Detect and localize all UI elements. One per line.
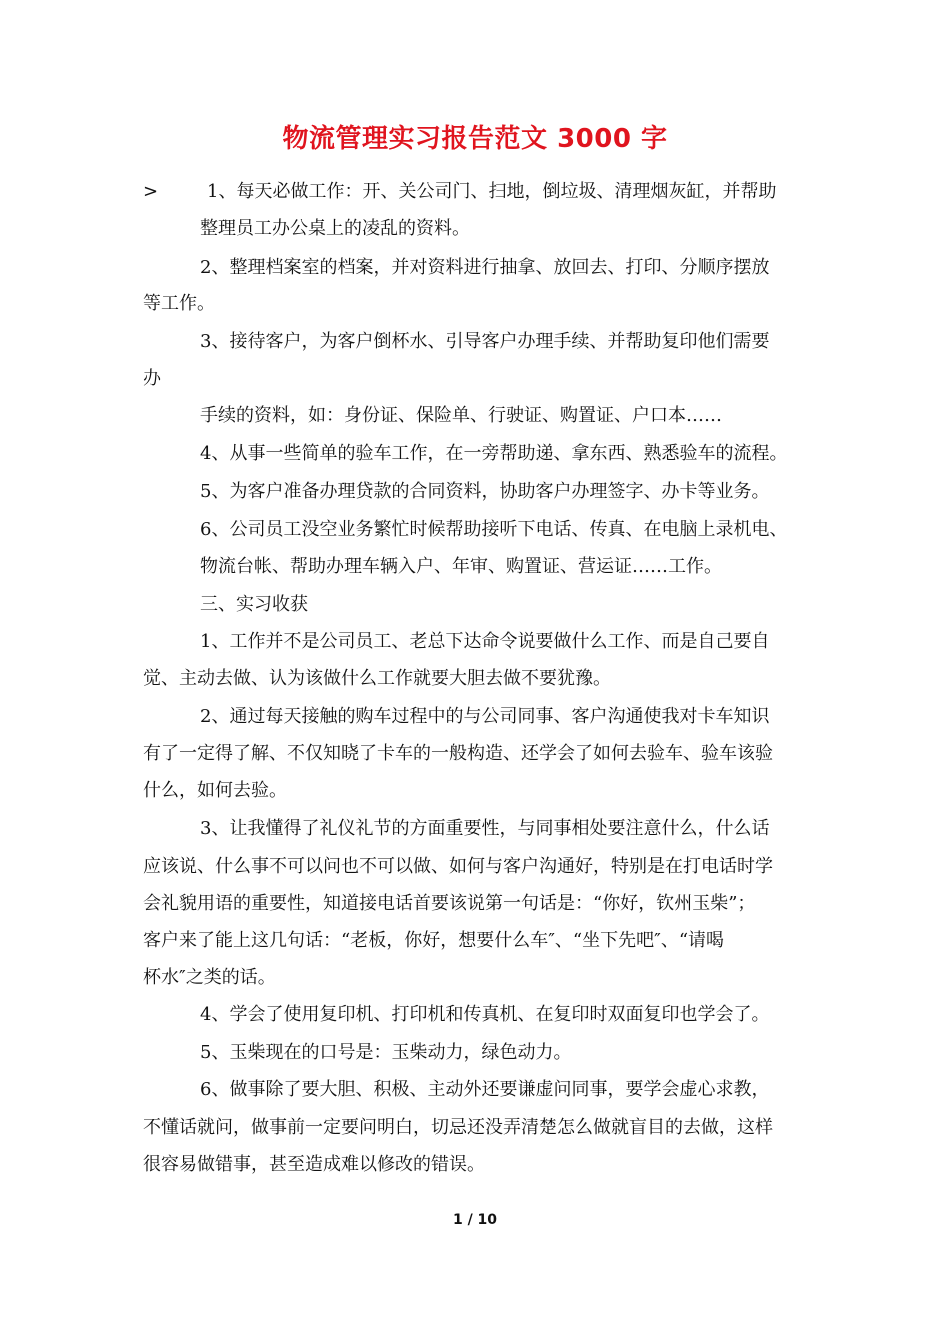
body-line: 等工作。 — [143, 293, 215, 314]
body-line: 物流台帐、帮助办理车辆入户、年审、购置证、营运证……工作。 — [200, 556, 722, 577]
body-line: 应该说、什么事不可以问也不可以做、如何与客户沟通好，特别是在打电话时学 — [143, 856, 773, 877]
body-line: 觉、主动去做、认为该做什么工作就要大胆去做不要犹豫。 — [143, 668, 611, 689]
page-indicator: 1 / 10 — [452, 1212, 498, 1228]
body-line: 什么，如何去验。 — [143, 780, 287, 801]
body-line: 3、接待客户，为客户倒杯水、引导客户办理手续、并帮助复印他们需要 — [200, 331, 770, 352]
body-line: 5、为客户准备办理贷款的合同资料，协助客户办理签字、办卡等业务。 — [200, 481, 770, 502]
body-line: 2、整理档案室的档案，并对资料进行抽拿、放回去、打印、分顺序摆放 — [200, 257, 770, 278]
body-line: 1、工作并不是公司员工、老总下达命令说要做什么工作、而是自己要自 — [200, 631, 770, 652]
body-line: 6、做事除了要大胆、积极、主动外还要谦虚问同事，要学会虚心求教， — [200, 1079, 770, 1100]
body-line: 4、学会了使用复印机、打印机和传真机、在复印时双面复印也学会了。 — [200, 1004, 770, 1025]
body-line: 整理员工办公桌上的凌乱的资料。 — [200, 218, 470, 239]
body-line: 客户来了能上这几句话：“老板，你好，想要什么车″、“坐下先吧″、“请喝 — [143, 930, 725, 951]
body-line: 三、实习收获 — [200, 594, 308, 615]
body-line: 5、玉柴现在的口号是：玉柴动力，绿色动力。 — [200, 1042, 572, 1063]
bullet-marker: > — [143, 181, 159, 202]
body-line: 6、公司员工没空业务繁忙时候帮助接听下电话、传真、在电脑上录机电、 — [200, 519, 788, 540]
body-line: 4、从事一些简单的验车工作，在一旁帮助递、拿东西、熟悉验车的流程。 — [200, 443, 788, 464]
body-line: 办 — [143, 368, 161, 389]
body-line: 会礼貌用语的重要性，知道接电话首要该说第一句话是：“你好，钦州玉柴”； — [143, 893, 756, 914]
body-line: 2、通过每天接触的购车过程中的与公司同事、客户沟通使我对卡车知识 — [200, 706, 770, 727]
body-line: 有了一定得了解、不仅知晓了卡车的一般构造、还学会了如何去验车、验车该验 — [143, 743, 773, 764]
body-line: 不懂话就问，做事前一定要问明白，切忌还没弄清楚怎么做就盲目的去做，这样 — [143, 1117, 773, 1138]
body-line: 手续的资料，如：身份证、保险单、行驶证、购置证、户口本…… — [200, 405, 722, 426]
document-title: 物流管理实习报告范文 3000 字 — [282, 124, 668, 154]
body-line: 3、让我懂得了礼仪礼节的方面重要性，与同事相处要注意什么，什么话 — [200, 818, 770, 839]
body-line: 1、每天必做工作：开、关公司门、扫地，倒垃圾、清理烟灰缸，并帮助 — [207, 181, 777, 202]
body-line: 很容易做错事，甚至造成难以修改的错误。 — [143, 1154, 485, 1175]
body-line: 杯水″之类的话。 — [143, 967, 276, 988]
